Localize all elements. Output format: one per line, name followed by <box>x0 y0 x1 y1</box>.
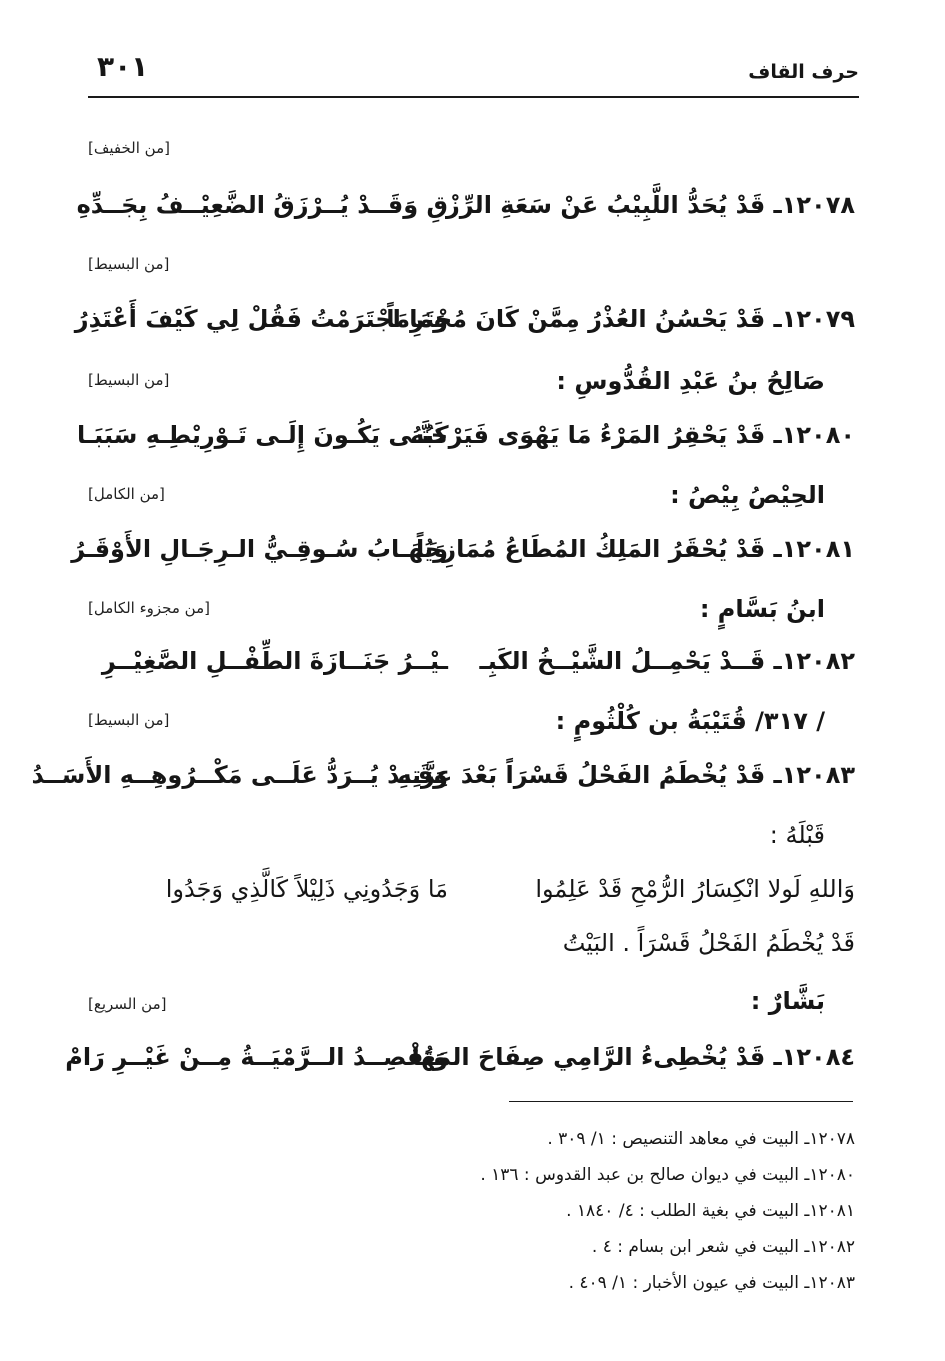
verse-second-hemistich: وَقَــدْ يُــرَدُّ عَلَــى مَكْــرُوهِــهِ الأَسَــدُ <box>31 761 448 789</box>
footnote: ١٢٠٨٣ـ البيت في عيون الأخبار : ١/ ٤٠٩ . <box>568 1273 855 1293</box>
meter-label: [من البسيط] <box>88 371 170 389</box>
meter-label: [من الخفيف] <box>88 139 170 157</box>
footnote: ١٢٠٨٢ـ البيت في شعر ابن بسام : ٤ . <box>591 1237 855 1257</box>
preceding-continuation: قَدْ يُخْطَمُ الفَحْلُ قَسْرَاً . البَيْتُ <box>562 929 855 957</box>
verse-first-hemistich: ١٢٠٧٩ـ قَدْ يَحْسُنُ العُذْرُ مِمَّنْ كَانَ مُجْتَرِمَاً <box>386 305 855 333</box>
verse-first-hemistich: ١٢٠٧٨ـ قَدْ يُحَدُّ اللَّبِيْبُ عَنْ سَعَةِ الرِّزْ <box>445 191 855 219</box>
verse-second-hemistich: وَتُقْصِــدُ الــرَّمْيَــةُ مِــنْ غَيْــرِ رَامْ <box>65 1043 448 1071</box>
poet-name: ابنُ بَسَّامٍ : <box>699 595 825 623</box>
verse-second-hemistich: قِ وَقَــدْ يُــرْزَقُ الضَّعِيْــفُ بِجَــدِّهِ <box>76 191 448 219</box>
verse-first-hemistich: ١٢٠٨٢ـ قَــدْ يَحْمِــلُ الشَّيْــخُ الكَبِـ <box>479 647 855 675</box>
preceding-first-hemistich: وَاللهِ لَولا انْكِسَارُ الرُّمْحِ قَدْ عَلِمُوا <box>535 875 855 903</box>
verse-second-hemistich: حَتَّـى يَكُـونَ إِلَـى تَـوْرِيْطِـهِ سَبَبَـا <box>76 421 448 449</box>
verse-second-hemistich: ـيْــرُ جَنَــازَةَ الطِّفْــلِ الصَّغِيْــرِ <box>101 647 448 675</box>
poet-name: الحِيْصُ بِيْصُ : <box>670 481 825 509</box>
verse-second-hemistich: وَيُهَـابُ سُـوقِـيُّ الـرِجَـالِ الأَوْقَـرُ <box>71 535 448 563</box>
poet-name: بَشَّارٌ : <box>750 987 825 1015</box>
meter-label: [من البسيط] <box>88 255 170 273</box>
verse-second-hemistich: وَمَا اجْتَرَمْتُ فَقُلْ لِي كَيْفَ أَعْتَذِرُ <box>74 305 448 333</box>
poet-name: صَالِحُ بنُ عَبْدِ القُدُّوسِ : <box>556 367 825 395</box>
preceding-second-hemistich: مَا وَجَدُونِي ذَلِيْلاً كَالَّذِي وَجَدُوا <box>165 875 448 903</box>
meter-label: [من مجزوء الكامل] <box>88 599 210 617</box>
verse-first-hemistich: ١٢٠٨٠ـ قَدْ يَحْقِرُ المَرْءُ مَا يَهْوَى فَيَرْكَبُهُ <box>410 421 855 449</box>
section-title: حرف القاف <box>748 61 859 83</box>
verse-first-hemistich: ١٢٠٨٤ـ قَدْ يُخْطِىءُ الرَّامِي صِفَاحَ المَهَا <box>411 1043 855 1071</box>
footnote: ١٢٠٧٨ـ البيت في معاهد التنصيص : ١/ ٣٠٩ . <box>547 1129 855 1149</box>
poet-name: / ٣١٧/ قُتَيْبَةُ بن كُلْثُومٍ : <box>555 707 825 735</box>
footnote-rule <box>509 1101 853 1102</box>
header-rule <box>88 96 859 98</box>
meter-label: [من السريع] <box>88 995 167 1013</box>
meter-label: [من الكامل] <box>88 485 165 503</box>
verse-first-hemistich: ١٢٠٨١ـ قَدْ يُحْقَرُ المَلِكُ المُطَاعُ مُمَازِحَاً <box>416 535 855 563</box>
meter-label: [من البسيط] <box>88 711 170 729</box>
footnote: ١٢٠٨٠ـ البيت في ديوان صالح بن عبد القدوس : ١٣٦ . <box>480 1165 855 1185</box>
page-number: ٣٠١ <box>97 50 149 83</box>
footnote: ١٢٠٨١ـ البيت في بغية الطلب : ٤/ ١٨٤٠ . <box>566 1201 855 1221</box>
verse-first-hemistich: ١٢٠٨٣ـ قَدْ يُخْطَمُ الفَحْلُ قَسْرَاً بَعْدَ عِزَّتِهِ <box>397 761 855 789</box>
preceding-label: قَبْلَهُ : <box>769 821 825 849</box>
